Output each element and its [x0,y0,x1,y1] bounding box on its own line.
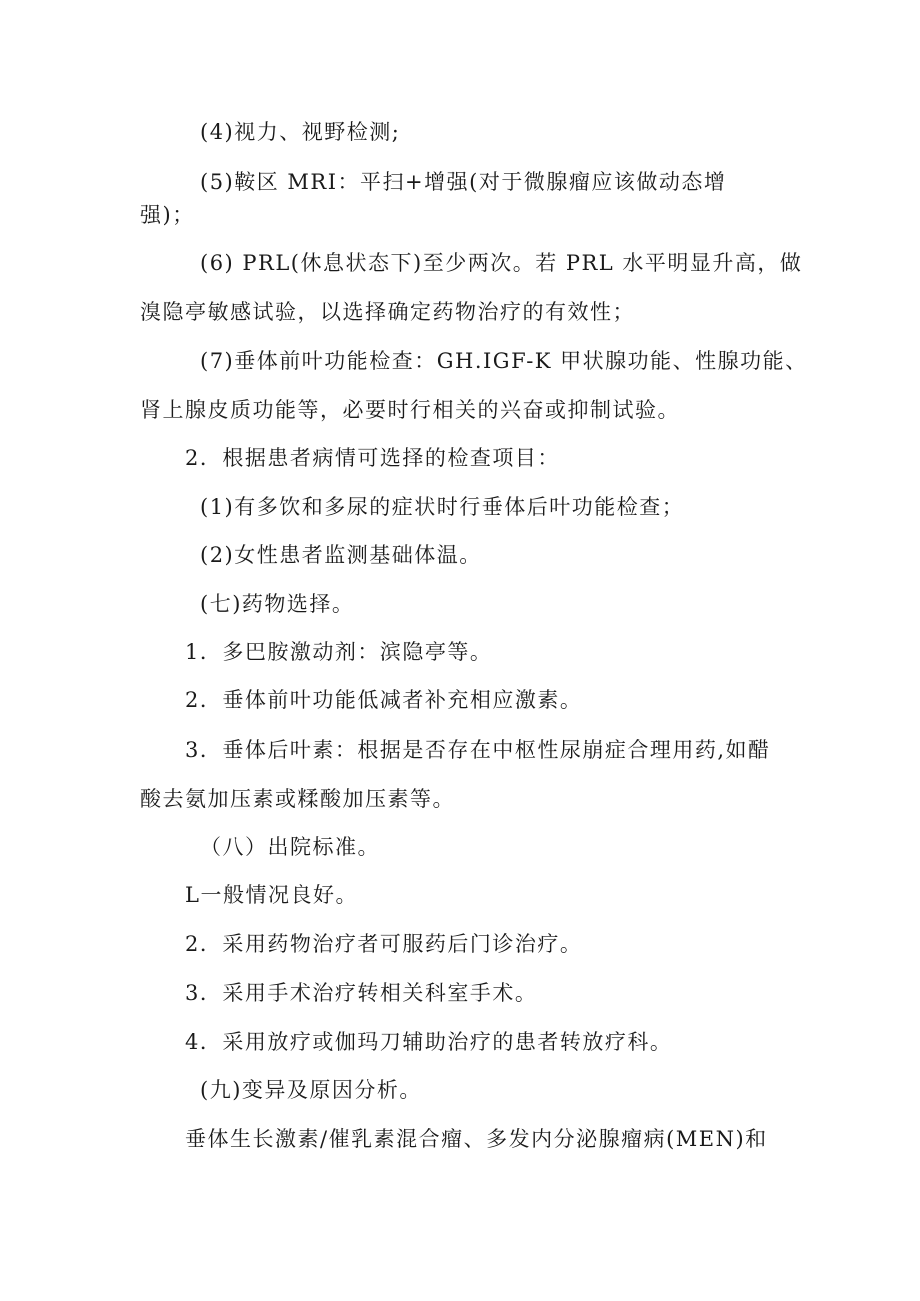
text-line: 3．垂体后叶素：根据是否存在中枢性尿崩症合理用药,如醋 [185,738,771,762]
text-line: 2．垂体前叶功能低减者补充相应激素。 [185,688,583,712]
text-line: 垂体生长激素/催乳素混合瘤、多发内分泌腺瘤病(MEN)和 [185,1127,768,1151]
text-line: (1)有多饮和多尿的症状时行垂体后叶功能检查； [200,495,685,519]
text-line: 强)； [140,203,195,227]
text-line: (2)女性患者监测基础体温。 [200,543,482,567]
text-line: (九)变异及原因分析。 [200,1078,422,1102]
text-line: (4)视力、视野检测; [200,120,401,144]
text-line: 4．采用放疗或伽玛刀辅助治疗的患者转放疗科。 [185,1030,673,1054]
text-line: (5)鞍区 MRI：平扫+增强(对于微腺瘤应该做动态增 [200,170,727,194]
text-line: 1．多巴胺激动剂：滨隐亭等。 [185,640,493,664]
text-line: 溴隐亭敏感试验，以选择确定药物治疗的有效性； [140,300,635,324]
text-line: 3．采用手术治疗转相关科室手术。 [185,981,538,1005]
text-line: L一般情况良好。 [185,883,358,907]
text-line: (6) PRL(休息状态下)至少两次。若 PRL 水平明显升高，做 [200,251,803,275]
text-line: 2．采用药物治疗者可服药后门诊治疗。 [185,932,583,956]
text-line: 2．根据患者病情可选择的检查项目： [185,446,560,470]
text-line: (7)垂体前叶功能检查：GH.IGF-K 甲状腺功能、性腺功能、 [200,349,808,373]
text-line: （八）出院标准。 [200,835,380,859]
text-line: (七)药物选择。 [200,592,355,616]
text-line: 酸去氨加压素或糅酸加压素等。 [140,787,455,811]
text-line: 肾上腺皮质功能等，必要时行相关的兴奋或抑制试验。 [140,398,680,422]
